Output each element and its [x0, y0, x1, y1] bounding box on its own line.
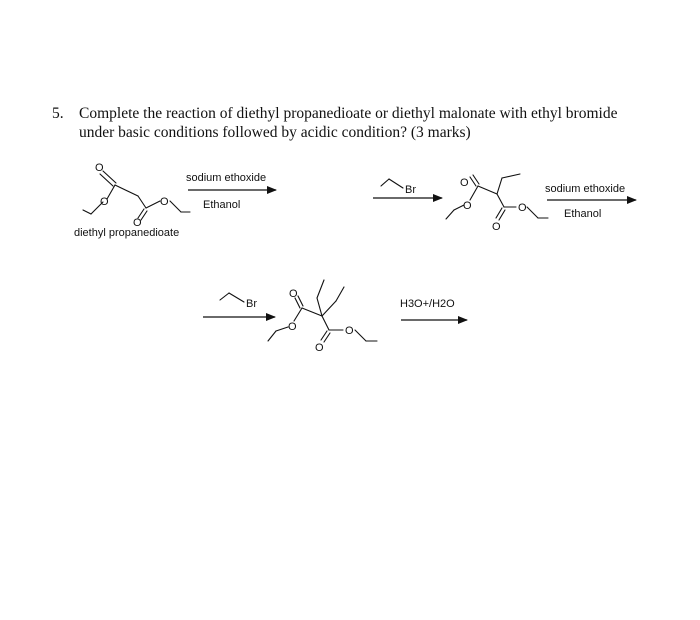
- starting-material-label: diethyl propanedioate: [74, 227, 180, 239]
- methyl-bond-1: [83, 210, 91, 214]
- atom-o: O: [460, 177, 469, 189]
- atom-o: O: [288, 321, 297, 333]
- ethyl-bromide-structure-2: [220, 293, 257, 310]
- o4-ch2-bond: [355, 330, 366, 341]
- atom-o: O: [100, 196, 109, 208]
- step4-reagent-above: Br: [246, 298, 257, 310]
- step1-reagent-above: sodium ethoxide: [186, 172, 267, 184]
- atom-o: O: [95, 162, 104, 174]
- c1-o1-double-bond-a: [100, 174, 113, 186]
- cq-ethyl1-bond: [317, 298, 322, 316]
- c1-o2-bond: [294, 308, 302, 321]
- c1-ch-bond: [478, 186, 497, 194]
- o4-ch2-bond: [527, 207, 538, 218]
- atom-o: O: [315, 342, 324, 354]
- atom-o: O: [160, 196, 169, 208]
- ch-ethyl-bond: [497, 178, 502, 194]
- step3-reagent-above: sodium ethoxide: [545, 183, 626, 195]
- step3-reagent-below: Ethanol: [564, 208, 602, 220]
- c1-cq-bond: [302, 308, 322, 316]
- step5-reagent-above: [400, 298, 455, 310]
- question-line-1: Complete the reaction of diethyl propanedioate or diethyl malonate with ethyl bromide: [79, 105, 618, 122]
- cq-ethyl2-bond: [322, 301, 336, 316]
- question-number: 5.: [52, 105, 64, 122]
- c2-o4-bond: [146, 201, 160, 208]
- methyl-bond-1: [268, 331, 276, 341]
- question-line-2: under basic conditions followed by acidic condition? (3 marks): [79, 124, 471, 141]
- methyl-bond-1: [446, 210, 454, 219]
- c1-o1-double-bond-b: [103, 171, 116, 183]
- c1-ch2-bond: [115, 185, 138, 196]
- ch2-c2-bond: [138, 196, 146, 208]
- ethyl2-bond: [336, 287, 344, 301]
- ch-c2-bond: [497, 194, 504, 207]
- ethyl-bond-b: [389, 179, 403, 188]
- step2-reagent-above: Br: [405, 184, 416, 196]
- ethyl-bond: [502, 174, 520, 178]
- h3o-h2o-label: H3O+/H2O: [400, 298, 455, 310]
- c1-o2-bond: [470, 186, 478, 200]
- diethyl-propanedioate-structure: [83, 162, 190, 229]
- atom-o: O: [492, 221, 501, 233]
- atom-o: O: [289, 288, 298, 300]
- atom-o: O: [345, 325, 354, 337]
- atom-o: O: [518, 202, 527, 214]
- ethyl-bromide-structure: [381, 179, 416, 196]
- atom-o: O: [133, 217, 142, 229]
- o4-ch2-bond: [170, 201, 181, 212]
- ethyl1-bond: [317, 280, 324, 298]
- step1-reagent-below: Ethanol: [203, 199, 241, 211]
- atom-o: O: [463, 200, 472, 212]
- o2-ch2-bond: [276, 327, 288, 331]
- diethyl-ethylpropanedioate-structure: [446, 174, 548, 233]
- cq-c2-bond: [322, 316, 329, 330]
- ethyl-bond-b: [229, 293, 244, 302]
- diethyl-diethylpropanedioate-structure: [268, 280, 377, 354]
- ethyl-bond-a: [381, 179, 389, 186]
- ethyl-bond-a: [220, 293, 229, 300]
